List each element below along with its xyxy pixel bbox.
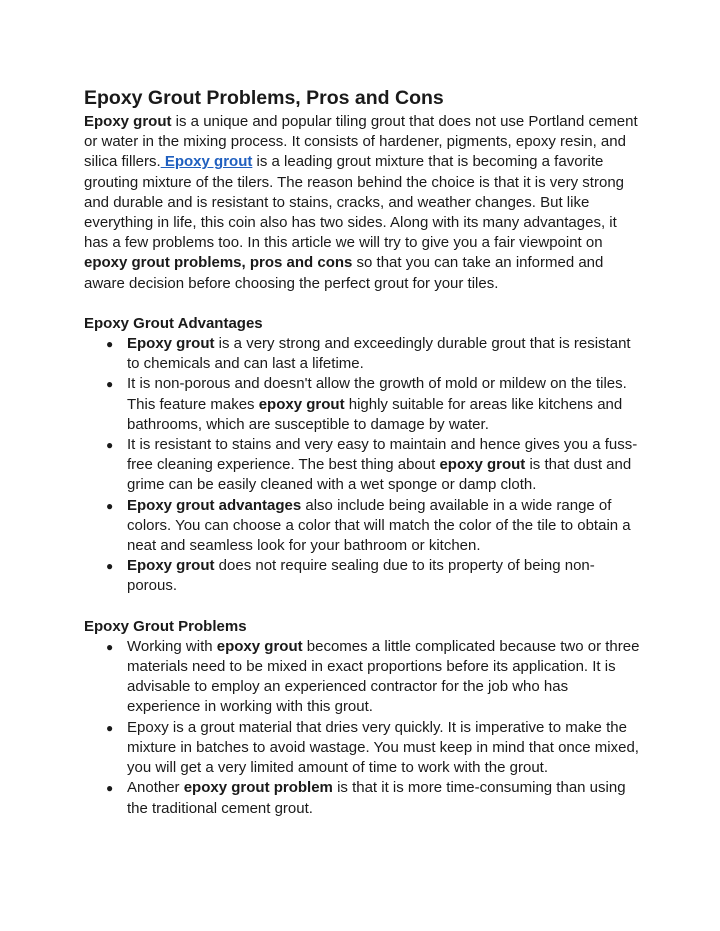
- bullet-icon: ●: [106, 498, 114, 513]
- bullet-icon: ●: [106, 781, 114, 796]
- item-text: Working with: [127, 637, 217, 655]
- list-item: [84, 637, 640, 718]
- epoxy-grout-link[interactable]: Epoxy grout: [160, 153, 253, 171]
- item-text: is a very strong and exceedingly durable grout that is resistant to chemicals and can last a lifetime.: [127, 335, 631, 373]
- item-bold: Epoxy grout: [127, 335, 215, 353]
- bullet-icon: ●: [106, 377, 114, 392]
- list-item: [84, 718, 640, 779]
- list-item: [84, 435, 640, 496]
- intro-text-1: is a unique and popular tiling grout that does not use Portland cement or water in the mixing process. It consists of hardener, pigments, epoxy resin, and silica fillers.: [84, 113, 638, 171]
- item-bold: Epoxy grout advantages: [127, 496, 302, 514]
- item-bold: Epoxy grout: [127, 557, 215, 575]
- advantages-list: [84, 334, 640, 597]
- bullet-icon: ●: [106, 337, 114, 352]
- item-text: is that it is more time-consuming than using the traditional cement grout.: [127, 779, 626, 817]
- bullet-icon: ●: [106, 639, 114, 654]
- problems-list: [84, 637, 640, 819]
- bullet-icon: ●: [106, 559, 114, 574]
- item-bold: epoxy grout problem: [183, 779, 333, 797]
- item-text: also include being available in a wide range of colors. You can choose a color that will match the color of the tile to obtain a neat and seamless look for your bathroom or kitchen.: [127, 496, 631, 555]
- item-text: becomes a little complicated because two or three materials need to be mixed in exact proportions before its application. It is advisable to employ an experienced contractor for the job who has experience in working with this grout.: [127, 637, 640, 716]
- item-bold: epoxy grout: [439, 456, 526, 474]
- item-text: Another: [127, 779, 184, 797]
- list-item: [84, 778, 640, 818]
- problems-heading: Epoxy Grout Problems: [84, 617, 247, 635]
- advantages-heading: Epoxy Grout Advantages: [84, 314, 263, 332]
- list-item: [84, 556, 640, 596]
- intro-text-3: so that you can take an informed and aware decision before choosing the perfect grout for your tiles.: [84, 254, 604, 292]
- bullet-icon: ●: [106, 438, 114, 453]
- intro-text-2: is a leading grout mixture that is becoming a favorite grouting mixture of the tilers. The reason behind the choice is that it is very strong and durable and is resistant to stains, cracks, and weather changes. But like everything in life, this coin also has two sides. Along with its many advantages, it has a few problems too. In this article we will try to give you a fair viewpoint on: [84, 153, 624, 252]
- page-title: Epoxy Grout Problems, Pros and Cons: [84, 87, 444, 109]
- item-text: Epoxy is a grout material that dries very quickly. It is imperative to make the mixture in batches to avoid wastage. You must keep in mind that once mixed, you will get a very limited amount of time to work with the grout.: [127, 718, 639, 777]
- item-text: does not require sealing due to its property of being non-porous.: [127, 557, 595, 595]
- list-item: [84, 334, 640, 374]
- item-text: It is non-porous and doesn't allow the growth of mold or mildew on the tiles. This feature makes: [127, 375, 627, 413]
- document-page: [84, 86, 640, 819]
- bullet-icon: ●: [106, 720, 114, 735]
- item-text: is that dust and grime can be easily cleaned with a wet sponge or damp cloth.: [127, 456, 632, 494]
- item-bold: epoxy grout: [216, 637, 303, 655]
- list-item: [84, 374, 640, 435]
- intro-bold-2: epoxy grout problems, pros and cons: [84, 254, 353, 272]
- item-text: highly suitable for areas like kitchens and bathrooms, which are susceptible to damage by water.: [127, 395, 623, 433]
- item-text: It is resistant to stains and very easy to maintain and hence gives you a fuss-free cleaning experience. The best thing about: [127, 436, 638, 474]
- item-bold: epoxy grout: [258, 395, 345, 413]
- intro-paragraph: [84, 112, 640, 294]
- intro-bold-1: Epoxy grout: [84, 113, 172, 130]
- list-item: [84, 496, 640, 557]
